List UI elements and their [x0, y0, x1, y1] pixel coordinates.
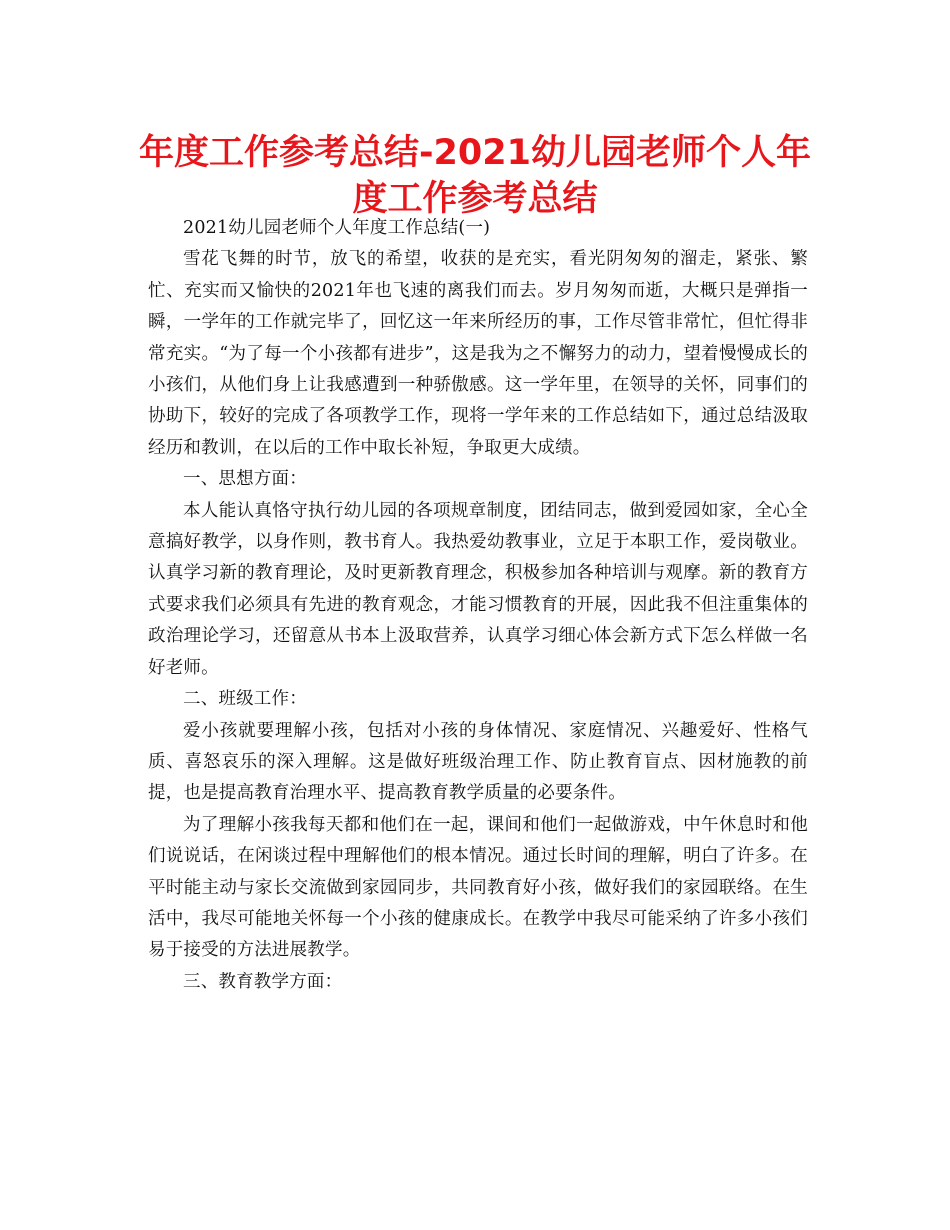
heading-thought: 一、思想方面：: [183, 469, 307, 490]
paragraph-class-work-1: 爱小孩就要理解小孩，包括对小孩的身体情况、家庭情况、兴趣爱好、性格气质、喜怒哀乐的深入理解。这是做好班级治理工作、防止教育盲点、因材施教的前提，也是提高教育治理水平、提高教育教学质量的必要条件。: [148, 720, 808, 804]
document-body: [148, 213, 808, 998]
section-subtitle: 2021幼儿园老师个人年度工作总结(一): [183, 218, 491, 238]
heading-teaching: 三、教育教学方面：: [183, 971, 343, 992]
paragraph-thought: 本人能认真恪守执行幼儿园的各项规章制度，团结同志，做到爱园如家，全心全意搞好教学，以身作则，教书育人。我热爱幼教事业，立足于本职工作，爱岗敬业。认真学习新的教育理论，及时更新教育理念，积极参加各种培训与观摩。新的教育方式要求我们必须具有先进的教育观念，才能习惯教育的开展，因此我不但注重集体的政治理论学习，还留意从书本上汲取营养，认真学习细心体会新方式下怎么样做一名好老师。: [148, 500, 808, 678]
document-title: 年度工作参考总结-2021幼儿园老师个人年度工作参考总结: [139, 133, 811, 219]
paragraph-class-work-2: 为了理解小孩我每天都和他们在一起，课间和他们一起做游戏，中午休息时和他们说说话，在闲谈过程中理解他们的根本情况。通过长时间的理解，明白了许多。在平时能主动与家长交流做到家园同步，共同教育好小孩，做好我们的家园联络。在生活中，我尽可能地关怀每一个小孩的健康成长。在教学中我尽可能采纳了许多小孩们易于接受的方法进展教学。: [148, 814, 808, 961]
heading-class-work: 二、班级工作：: [183, 689, 307, 710]
paragraph-intro: 雪花飞舞的时节，放飞的希望，收获的是充实，看光阴匆匆的溜走，紧张、繁忙、充实而又愉快的2021年也飞速的离我们而去。岁月匆匆而逝，大概只是弹指一瞬，一学年的工作就完毕了，回忆这一年来所经历的事，工作尽管非常忙，但忙得非常充实。“为了每一个小孩都有进步”，这是我为之不懈努力的动力，望着慢慢成长的小孩们，从他们身上让我感遭到一种骄傲感。这一学年里，在领导的关怀，同事们的协助下，较好的完成了各项教学工作，现将一学年来的工作总结如下，通过总结汲取经历和教训，在以后的工作中取长补短，争取更大成绩。: [148, 249, 808, 458]
